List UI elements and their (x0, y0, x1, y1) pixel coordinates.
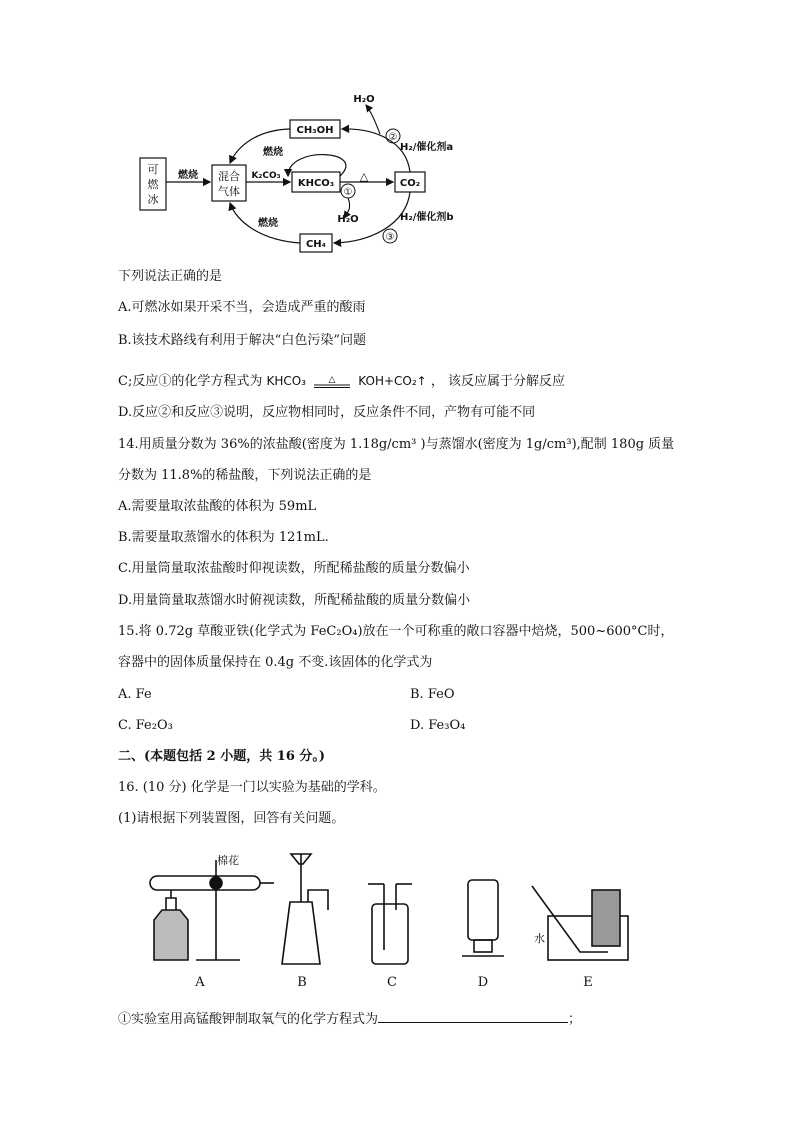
q15-stem-line1: 15.将 0.72g 草酸亚铁(化学式为 FeC₂O₄)放在一个可称重的敞口容器中焙烧，500~600°C时， (118, 624, 674, 639)
q13-stem: 下列说法正确的是 (118, 269, 223, 284)
q16-q1-prefix: ①实验室用高锰酸钾制取氧气的化学方程式为 (118, 1012, 379, 1027)
cotton-label: 棉花 (217, 854, 239, 867)
node-co2-label: CO₂ (399, 178, 421, 189)
q15-option-b: B. FeO (410, 687, 455, 702)
node-h2o-top: H₂O (353, 94, 375, 105)
label-cat-b: H₂/催化剂b (400, 212, 454, 223)
apparatus-e (532, 886, 628, 960)
node-h2o-mid: H₂O (337, 214, 359, 225)
apparatus-label-e: E (583, 975, 593, 990)
q14-stem-line2: 分数为 11.8%的稀盐酸，下列说法正确的是 (118, 468, 372, 483)
svg-text:△: △ (328, 374, 336, 385)
answer-blank[interactable] (378, 1010, 568, 1023)
section-2-heading: 二、(本题包括 2 小题，共 16 分。) (118, 749, 326, 764)
label-k2co3: K₂CO₃ (251, 171, 281, 181)
svg-text:可: 可 (147, 163, 159, 176)
q14-option-a: A.需要量取浓盐酸的体积为 59mL (118, 499, 317, 514)
reaction-flow-diagram (138, 90, 518, 260)
q14-stem-line1: 14.用质量分数为 36%的浓盐酸(密度为 1.18g/cm³ )与蒸馏水(密度为 1g/cm³),配制 180g 质量 (118, 437, 675, 452)
node-ch3oh-label: CH₃OH (296, 125, 334, 136)
q13-option-b: B.该技术路线有利用于解决“白色污染”问题 (118, 333, 366, 348)
label-r2: ② (388, 132, 398, 143)
node-ch4-label: CH₄ (305, 239, 327, 250)
q13-c-lhs: KHCO₃ (266, 374, 306, 388)
q13-option-a: A.可燃冰如果开采不当，会造成严重的酸雨 (118, 300, 366, 315)
q15-option-c: C. Fe₂O₃ (118, 718, 173, 733)
q13-c-rhs: KOH+CO₂↑ (358, 374, 427, 388)
apparatus-d (462, 880, 504, 956)
q15-option-d: D. Fe₃O₄ (410, 718, 466, 733)
apparatus-c (368, 884, 412, 964)
q14-option-d: D.用量筒量取蒸馏水时俯视读数，所配稀盐酸的质量分数偏小 (118, 593, 471, 608)
apparatus-label-b: B (297, 975, 307, 990)
label-burn2: 燃烧 (263, 147, 283, 158)
q13-option-d: D.反应②和反应③说明，反应物相同时，反应条件不同，产物有可能不同 (118, 405, 536, 420)
svg-text:燃: 燃 (147, 178, 159, 191)
label-r3: ③ (385, 232, 395, 243)
q13-c-suffix: ， 该反应属于分解反应 (430, 374, 565, 389)
heat-arrow-icon (310, 375, 354, 389)
q14-option-c: C.用量筒量取浓盐酸时仰视读数，所配稀盐酸的质量分数偏小 (118, 561, 470, 576)
q16-question-1 (118, 1010, 581, 1029)
apparatus-label-a: A (195, 975, 205, 990)
apparatus-a (150, 853, 274, 960)
q13-option-c (118, 372, 565, 391)
label-cat-a: H₂/催化剂a (400, 142, 454, 153)
q16-stem: 16. (10 分) 化学是一门以实验为基础的学科。 (118, 780, 386, 795)
lab-apparatus-figure (140, 840, 640, 990)
label-burn3: 燃烧 (258, 218, 278, 229)
label-r1: ① (343, 187, 353, 198)
apparatus-label-c: C (387, 975, 397, 990)
node-khco3-label: KHCO₃ (297, 178, 335, 189)
label-burn1: 燃烧 (178, 170, 198, 181)
water-label: 水 (534, 932, 545, 945)
svg-text:气体: 气体 (218, 185, 240, 198)
q15-option-a: A. Fe (118, 687, 152, 702)
q13-c-prefix: C;反应①的化学方程式为 (118, 374, 263, 389)
q16-sub1: (1)请根据下列装置图，回答有关问题。 (118, 811, 345, 826)
label-heat: △ (359, 170, 369, 183)
svg-text:冰: 冰 (147, 193, 159, 206)
apparatus-label-d: D (477, 975, 489, 990)
q14-option-b: B.需要量取蒸馏水的体积为 121mL. (118, 530, 329, 545)
q16-q1-suffix: ； (568, 1012, 582, 1027)
q15-stem-line2: 容器中的固体质量保持在 0.4g 不变.该固体的化学式为 (118, 655, 433, 670)
apparatus-b (282, 854, 328, 964)
svg-text:混合: 混合 (218, 170, 240, 183)
